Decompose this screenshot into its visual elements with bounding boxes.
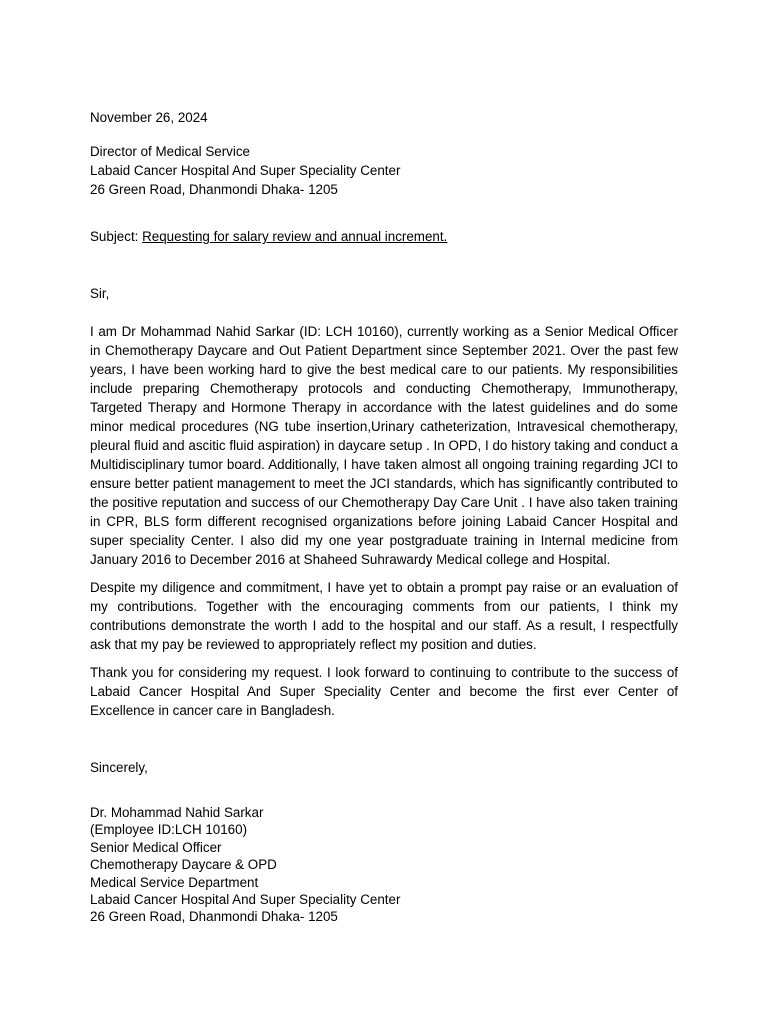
recipient-block — [90, 142, 678, 199]
signature-line: Medical Service Department — [90, 874, 259, 890]
signature-line: (Employee ID:LCH 10160) — [90, 822, 248, 838]
recipient-line: Labaid Cancer Hospital And Super Speciality Center — [90, 163, 401, 178]
closing: Sincerely, — [90, 760, 148, 775]
subject-label: Subject: — [90, 229, 143, 244]
signature-line: Chemotherapy Daycare & OPD — [90, 857, 277, 873]
subject-text: Requesting for salary review and annual increment. — [142, 229, 448, 244]
signature-line: Dr. Mohammad Nahid Sarkar — [90, 805, 264, 820]
signature-line: 26 Green Road, Dhanmondi Dhaka- 1205 — [90, 909, 338, 925]
body-paragraph: I am Dr Mohammad Nahid Sarkar (ID: LCH 10160), currently working as a Senior Medical Officer in Chemotherapy Daycare and Out Patient Department since September 2021. Over the past few years, I have been working hard to give the best medical care to our patients. My responsibilities include preparing Chemotherapy protocols and conducting Chemotherapy, Immunotherapy, Targeted Therapy and Hormone Therapy in accordance with the latest guidelines and do some minor medical procedures (NG tube insertion,Urinary catheterization, Intravesical chemotherapy, pleural fluid and ascitic fluid aspiration) in daycare setup . In OPD, I do history taking and conduct a Multidisciplinary tumor board. Additionally, I have taken almost all ongoing training regarding JCI to ensure better patient management to meet the JCI standards, which has significantly contributed to the positive reputation and success of our Chemotherapy Day Care Unit . I have also taken training in CPR, BLS form different recognised organizations before joining Labaid Cancer Hospital and super speciality Center. I also did my one year postgraduate training in Internal medicine from January 2016 to December 2016 at Shaheed Suhrawardy Medical college and Hospital. — [90, 324, 678, 567]
letter-page — [90, 108, 678, 926]
body-paragraph: Despite my diligence and commitment, I have yet to obtain a prompt pay raise or an evaluation of my contributions. Together with the encouraging comments from our patients, I think my contributions demonstrate the worth I add to the hospital and our staff. As a result, I respectfully ask that my pay be reviewed to appropriately reflect my position and duties. — [90, 580, 678, 652]
body-paragraph: Thank you for considering my request. I look forward to continuing to contribute to the success of Labaid Cancer Hospital And Super Speciality Center and become the first ever Center of Excellence in cancer care in Bangladesh. — [90, 665, 678, 718]
signature-block — [90, 804, 678, 926]
signature-line: Labaid Cancer Hospital And Super Speciality Center — [90, 892, 401, 908]
letter-date: November 26, 2024 — [90, 110, 208, 125]
signature-line: Senior Medical Officer — [90, 839, 222, 855]
recipient-line: Director of Medical Service — [90, 144, 250, 159]
subject-line — [90, 227, 678, 246]
recipient-line: 26 Green Road, Dhanmondi Dhaka- 1205 — [90, 182, 338, 197]
salutation: Sir, — [90, 286, 110, 301]
